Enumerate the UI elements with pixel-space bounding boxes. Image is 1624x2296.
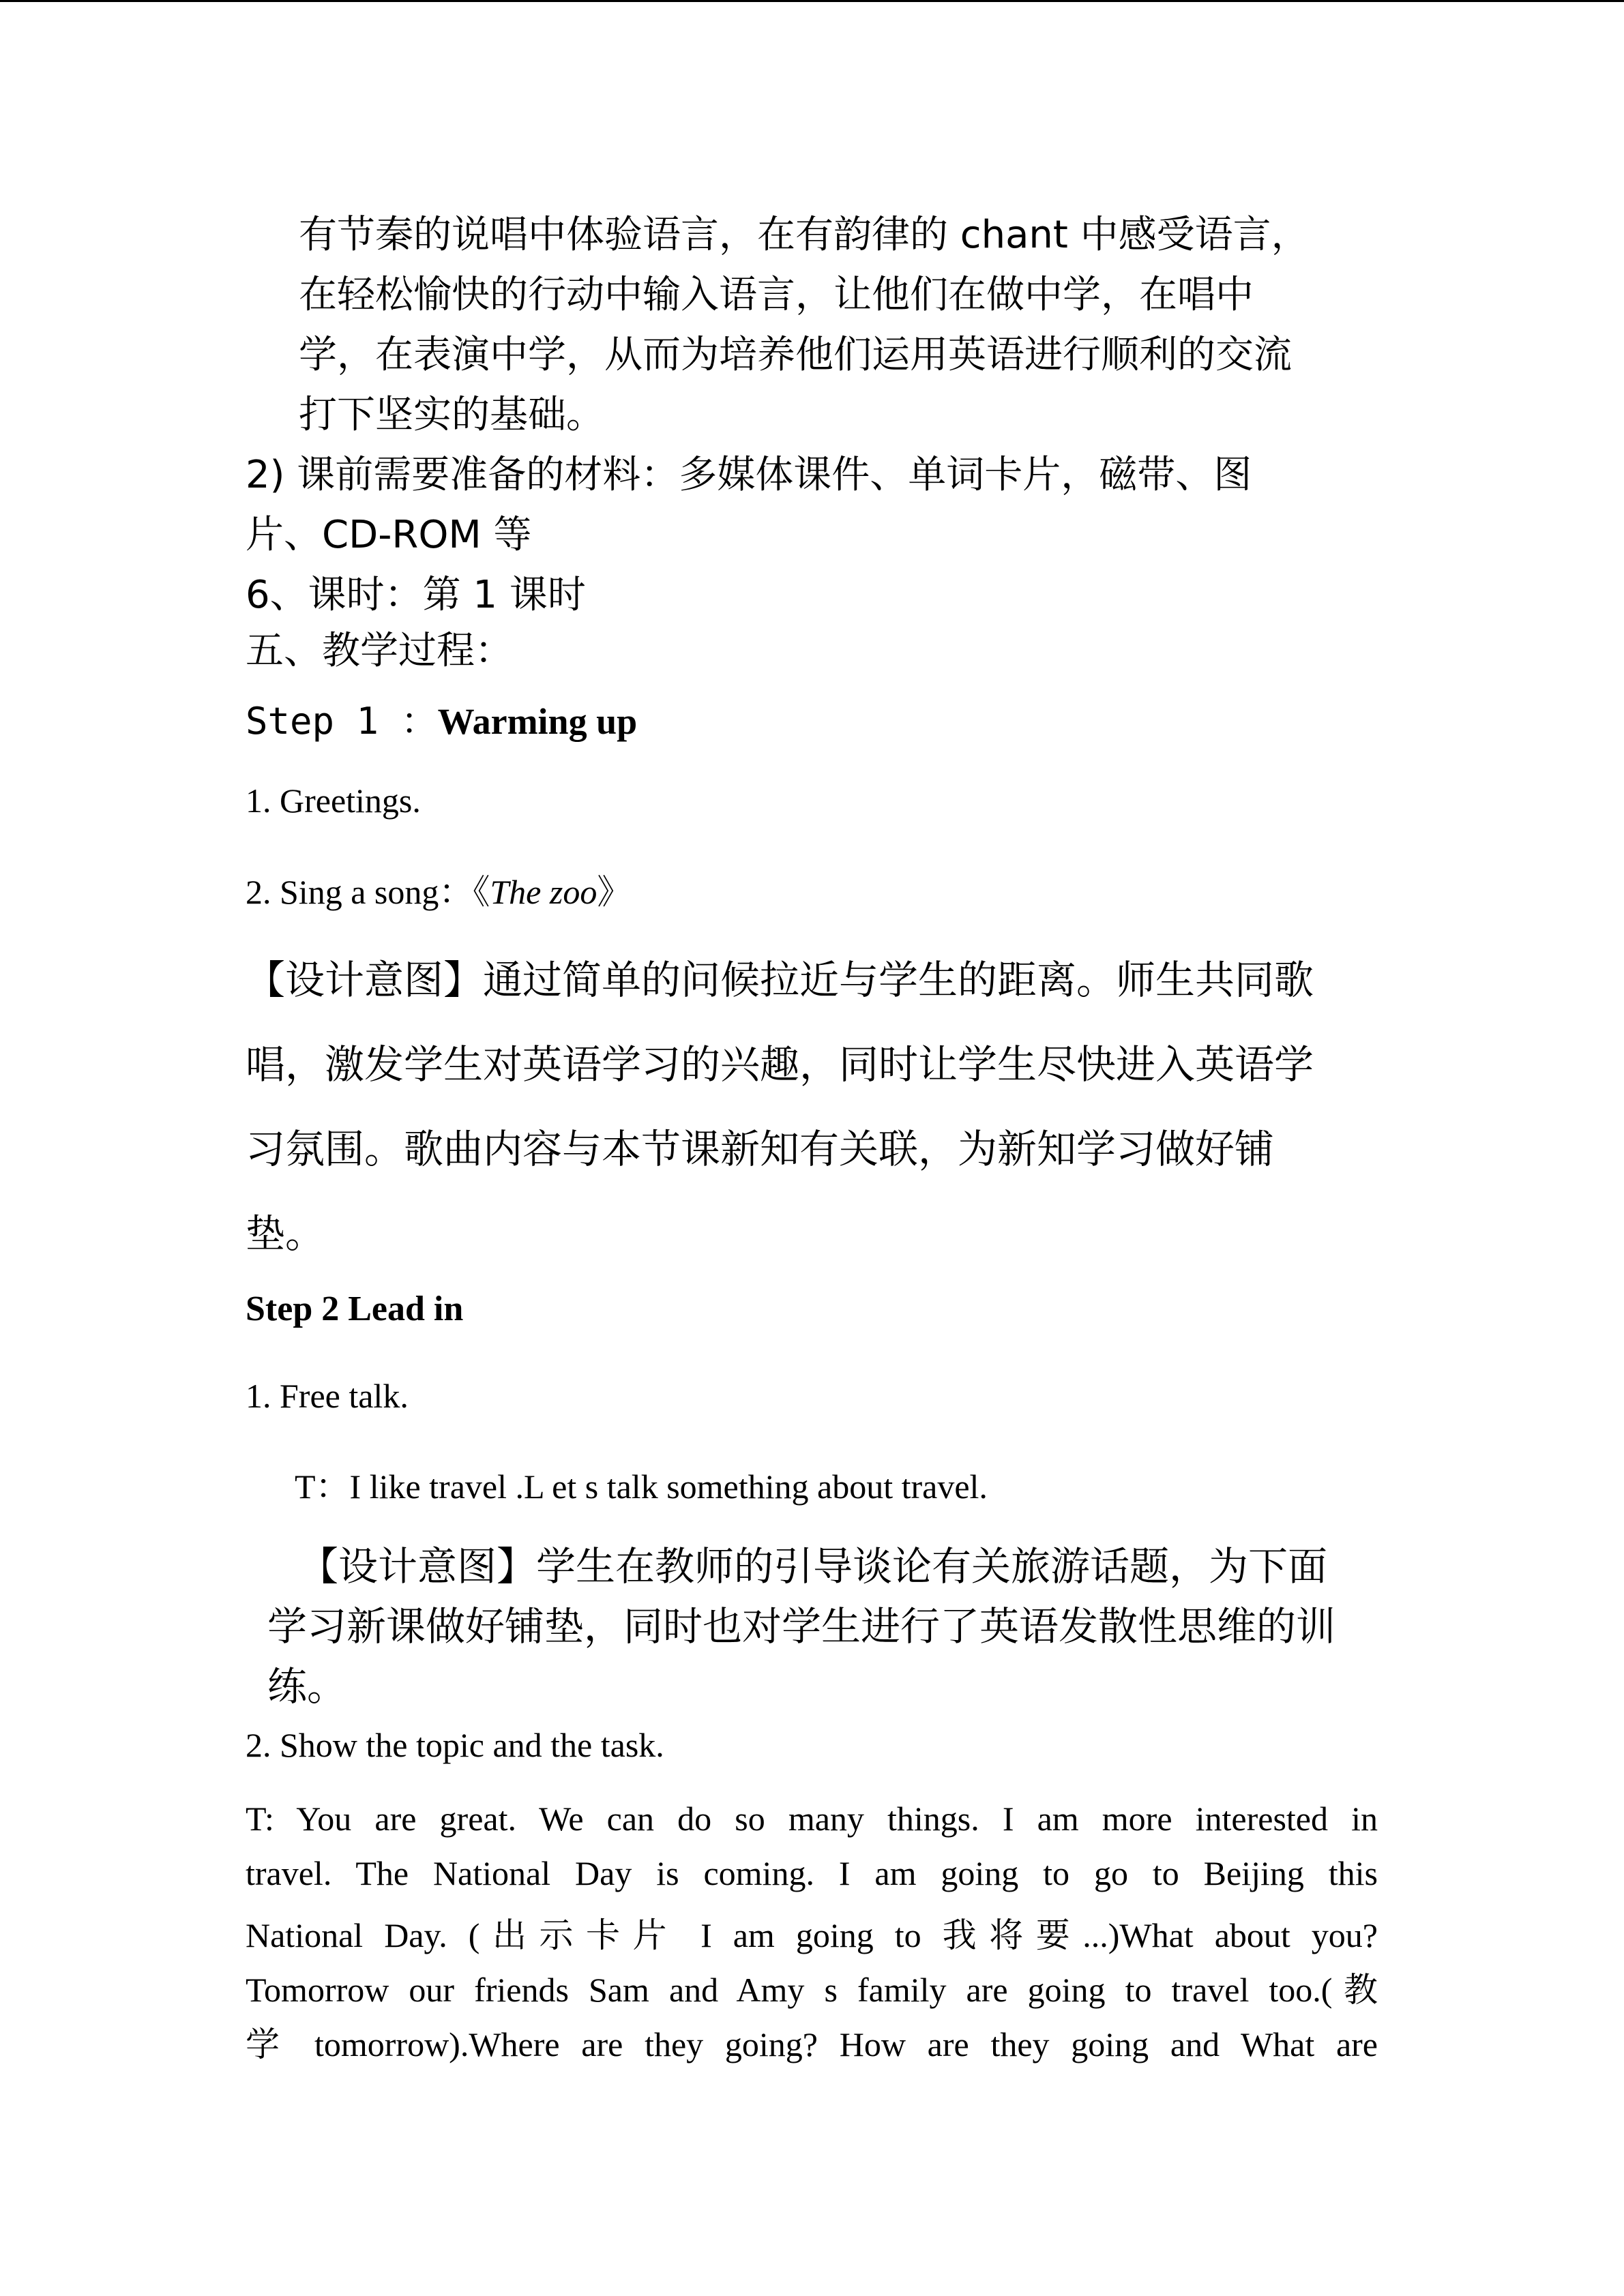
step1-heading bbox=[246, 692, 637, 745]
show-topic-para-line-3: National Day. (出示卡片 I am going to 我将要...)What about you? bbox=[246, 1916, 1378, 1954]
design-intent-1-line-3: 习氛围。歌曲内容与本节课新知有关联，为新知学习做好铺 bbox=[246, 1126, 1275, 1172]
show-topic-para-line-2: travel. The National Day is coming. I am going to go to Beijing this bbox=[246, 1854, 1378, 1892]
show-topic-item: 2. Show the topic and the task. bbox=[246, 1726, 664, 1764]
materials-line-2: 片、CD-ROM 等 bbox=[246, 513, 532, 557]
song-prefix: 2. Sing a song：《 bbox=[246, 873, 490, 911]
section-title: 五、教学过程： bbox=[246, 629, 513, 673]
materials-line-1: 2) 课前需要准备的材料：多媒体课件、单词卡片，磁带、图 bbox=[246, 453, 1252, 497]
song-suffix: 》 bbox=[597, 873, 632, 911]
step1-prefix: Step 1 ： bbox=[246, 700, 438, 743]
show-topic-para-line-5: 学 tomorrow).Where are they going? How are they going and What are bbox=[246, 2025, 1378, 2063]
step2-item-1: 1. Free talk. bbox=[246, 1377, 409, 1415]
class-hours: 6、课时：第 1 课时 bbox=[246, 573, 586, 617]
design-intent-1-line-1: 【设计意图】通过简单的问候拉近与学生的距离。师生共同歌 bbox=[246, 957, 1314, 1003]
design-intent-1-line-2: 唱，激发学生对英语学习的兴趣，同时让学生尽快进入英语学 bbox=[246, 1041, 1314, 1088]
page-top-border bbox=[0, 0, 1624, 2]
step1-item-1: 1. Greetings. bbox=[246, 781, 421, 820]
step2-heading: Step 2 Lead in bbox=[246, 1289, 464, 1328]
intro-line-1: 有节秦的说唱中体验语言，在有韵律的 chant 中感受语言， bbox=[299, 213, 1310, 257]
song-title: The zoo bbox=[490, 873, 597, 911]
design-intent-1-line-4: 垫。 bbox=[246, 1210, 325, 1257]
intro-line-2: 在轻松愉快的行动中输入语言，让他们在做中学，在唱中 bbox=[299, 273, 1254, 317]
design-intent-2-line-2: 学习新课做好铺垫，同时也对学生进行了英语发散性思维的训 bbox=[267, 1603, 1336, 1650]
show-topic-para-line-1: T: You are great. We can do so many things. I am more interested in bbox=[246, 1800, 1378, 1838]
intro-line-4: 打下坚实的基础。 bbox=[299, 393, 604, 437]
step1-title: Warming up bbox=[437, 701, 638, 742]
design-intent-2-line-1: 【设计意图】学生在教师的引导谈论有关旅游话题，为下面 bbox=[299, 1543, 1328, 1590]
step2-teacher-line: T：I like travel .L et s talk something about travel. bbox=[295, 1467, 988, 1506]
design-intent-2-line-3: 练。 bbox=[267, 1663, 347, 1710]
intro-line-3: 学，在表演中学，从而为培养他们运用英语进行顺利的交流 bbox=[299, 333, 1292, 377]
step1-item-2 bbox=[246, 865, 631, 914]
show-topic-para-line-4: Tomorrow our friends Sam and Amy s family are going to travel too.(教 bbox=[246, 1971, 1378, 2009]
